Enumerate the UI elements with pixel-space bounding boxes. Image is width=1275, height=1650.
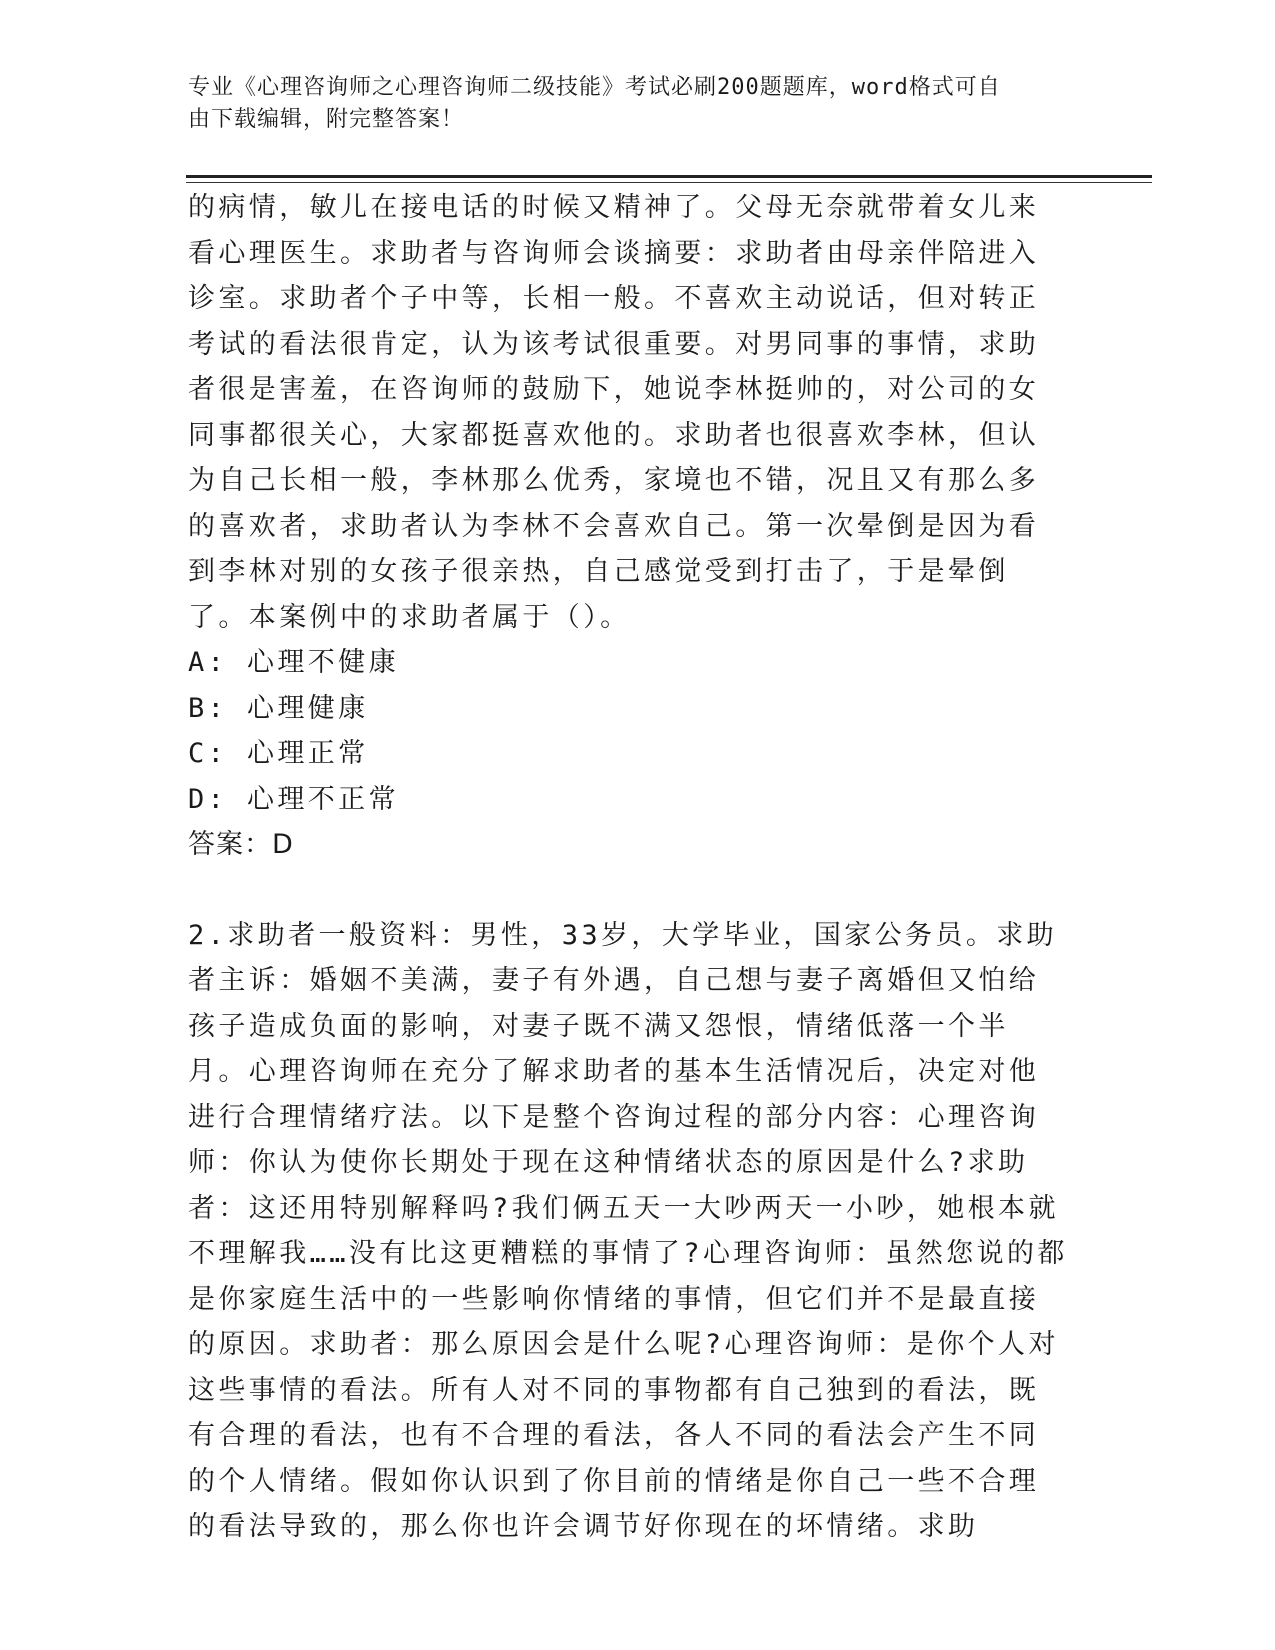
question-1-answer: 答案：D bbox=[188, 829, 294, 860]
header-line-1: 专业《心理咨询师之心理咨询师二级技能》考试必刷200题题库，word格式可自 bbox=[188, 75, 1001, 100]
section-spacer bbox=[188, 868, 1068, 913]
option-d: D: 心理不正常 bbox=[188, 783, 399, 815]
option-c: C: 心理正常 bbox=[188, 738, 369, 769]
option-a: A: 心理不健康 bbox=[188, 647, 399, 678]
header-divider-thin bbox=[186, 182, 1152, 183]
option-b: B: 心理健康 bbox=[188, 692, 369, 724]
page-header bbox=[188, 72, 1068, 136]
question-1-options bbox=[188, 640, 1068, 822]
header-line-2: 由下载编辑，附完整答案！ bbox=[188, 107, 465, 132]
question-2-text: 2.求助者一般资料：男性，33岁，大学毕业，国家公务员。求助者主诉：婚姻不美满，妻子有外遇，自己想与妻子离婚但又怕给孩子造成负面的影响，对妻子既不满又怨恨，情绪低落一个半月。心理咨询师在充分了解求助者的基本生活情况后，决定对他进行合理情绪疗法。以下是整个咨询过程的部分内容：心理咨询师：你认为使你长期处于现在这种情绪状态的原因是什么?求助者：这还用特别解释吗?我们俩五天一大吵两天一小吵，她根本就不理解我……没有比这更糟糕的事情了?心理咨询师：虽然您说的都是你家庭生活中的一些影响你情绪的事情，但它们并不是最直接的原因。求助者：那么原因会是什么呢?心理咨询师：是你个人对这些事情的看法。所有人对不同的事物都有自己独到的看法，既有合理的看法，也有不合理的看法，各人不同的看法会产生不同的个人情绪。假如你认识到了你目前的情绪是你自己一些不合理的看法导致的，那么你也许会调节好你现在的坏情绪。求助 bbox=[188, 919, 1068, 1542]
question-1-text: 的病情，敏儿在接电话的时候又精神了。父母无奈就带着女儿来看心理医生。求助者与咨询师会谈摘要：求助者由母亲伴陪进入诊室。求助者个子中等，长相一般。不喜欢主动说话，但对转正考试的看法很肯定，认为该考试很重要。对男同事的事情，求助者很是害羞，在咨询师的鼓励下，她说李林挺帅的，对公司的女同事都很关心，大家都挺喜欢他的。求助者也很喜欢李林，但认为自己长相一般，李林那么优秀，家境也不错，况且又有那么多的喜欢者，求助者认为李林不会喜欢自己。第一次晕倒是因为看到李林对别的女孩子很亲热，自己感觉受到打击了，于是晕倒了。本案例中的求助者属于（）。 bbox=[188, 192, 1040, 633]
header-divider-thick bbox=[186, 175, 1152, 178]
document-body bbox=[188, 185, 1068, 1550]
